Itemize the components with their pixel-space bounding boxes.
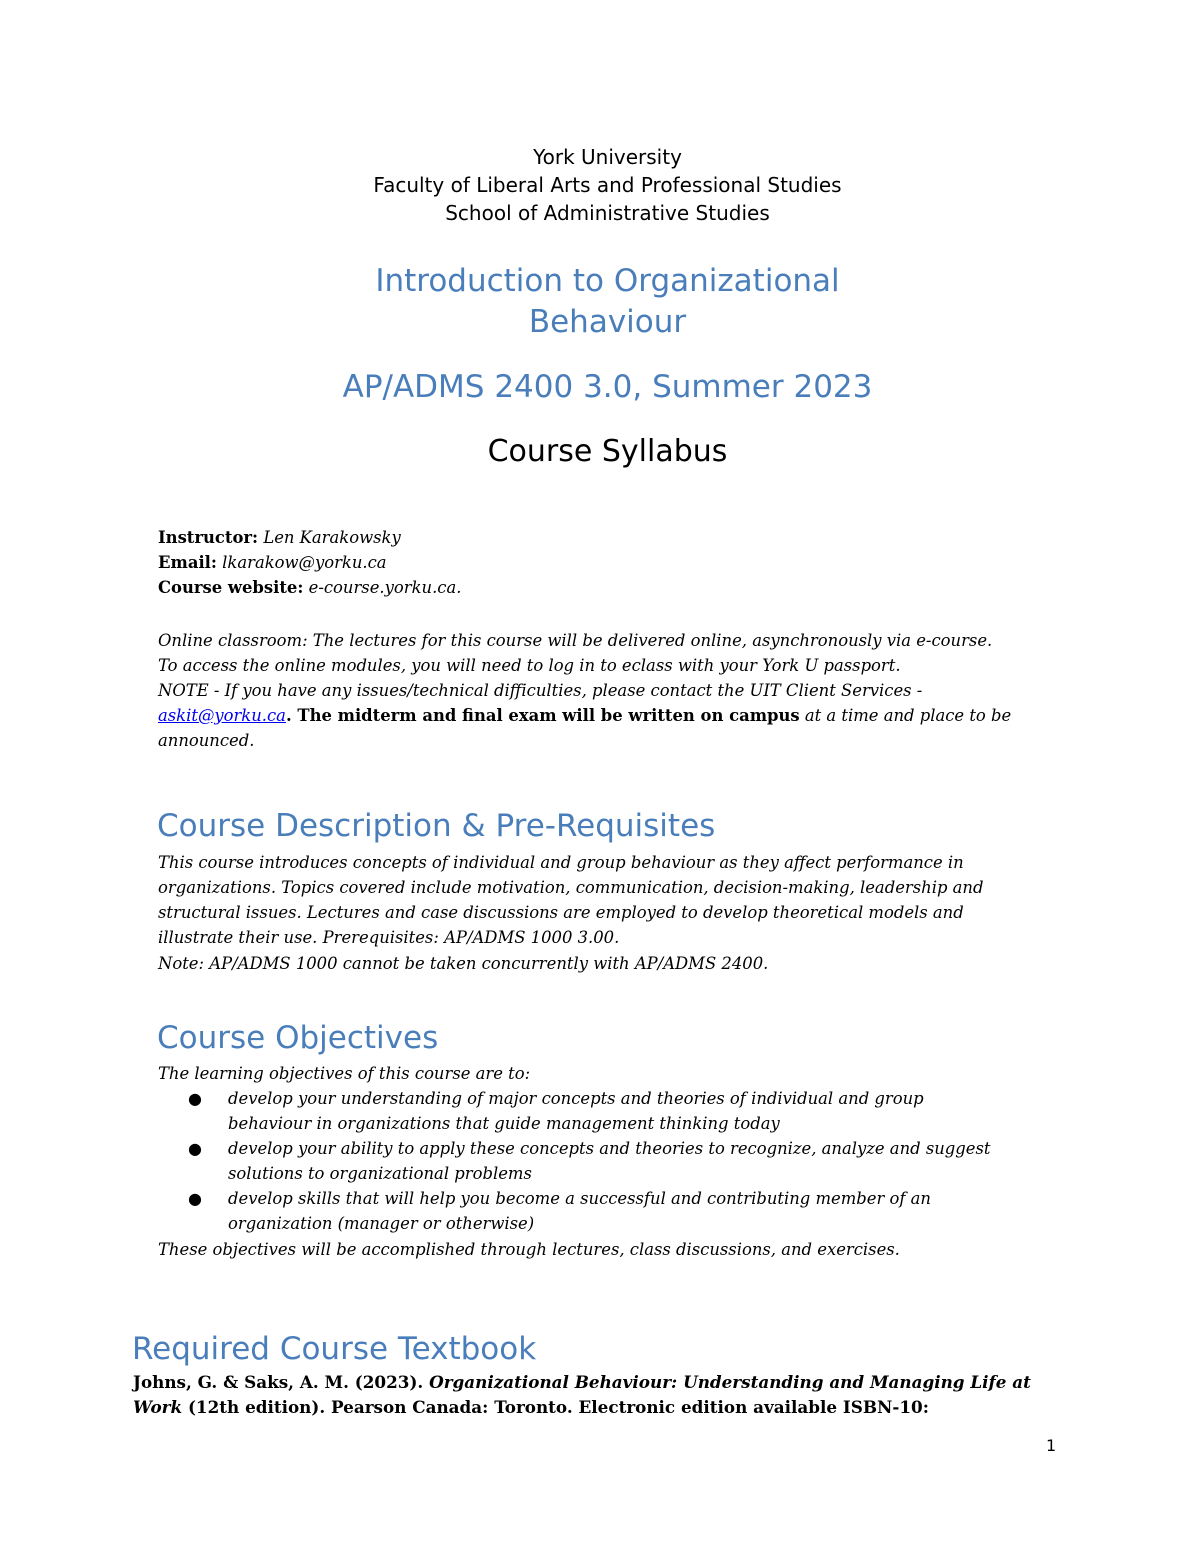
online-classroom-line: Online classroom: The lectures for this course will be delivered online, asynchronously via e-course. <box>158 631 993 650</box>
email-label: Email: <box>158 553 217 572</box>
description-line: This course introduces concepts of individual and group behaviour as they affect performance in <box>158 853 964 872</box>
page-number: 1 <box>1046 1436 1057 1455</box>
instructor-label: Instructor: <box>158 528 259 547</box>
support-email-link[interactable]: askit@yorku.ca <box>158 706 286 725</box>
bullet-icon: ● <box>188 1089 202 1108</box>
bullet-icon: ● <box>188 1139 202 1158</box>
website-value: e-course.yorku.ca. <box>303 578 462 597</box>
instructor-line <box>158 525 1078 550</box>
exam-note-paragraph <box>158 703 1078 754</box>
objective-line: organization (manager or otherwise) <box>228 1214 535 1234</box>
objective-item <box>228 1086 1078 1137</box>
description-line: organizations. Topics covered include motivation, communication, decision-making, leadership and <box>158 878 984 897</box>
objective-line: behaviour in organizations that guide management thinking today <box>228 1114 780 1134</box>
textbook-details: (12th edition). Pearson Canada: Toronto. Electronic edition available ISBN-10: <box>182 1397 929 1418</box>
instructor-name: Len Karakowsky <box>258 528 401 547</box>
textbook-title: Organizational Behaviour: Understanding and Managing Life at <box>429 1372 1031 1392</box>
textbook-title-end: Work <box>133 1397 183 1418</box>
faculty-name: Faculty of Liberal Arts and Professional Studies <box>373 173 842 197</box>
school-name: School of Administrative Studies <box>445 201 770 225</box>
exam-time-note: at a time and place to be announced. <box>158 706 1012 751</box>
email-value: lkarakow@yorku.ca <box>216 553 387 572</box>
objectives-intro: The learning objectives of this course are to: <box>158 1064 531 1083</box>
objective-item <box>228 1186 1078 1237</box>
objective-line: develop your ability to apply these concepts and theories to recognize, analyze and suggest <box>228 1139 991 1158</box>
course-title-line2: Behaviour <box>528 304 687 340</box>
website-label: Course website: <box>158 578 304 597</box>
email-line <box>158 550 1078 575</box>
objectives-closing: These objectives will be accomplished through lectures, class discussions, and exercises. <box>158 1240 900 1259</box>
course-title-line1: Introduction to Organizational <box>375 263 840 299</box>
exam-location-note: . The midterm and final exam will be written on campus <box>285 706 800 725</box>
course-code: AP/ADMS 2400 3.0, Summer 2023 <box>342 369 873 405</box>
prerequisites-line: illustrate their use. Prerequisites: AP/ADMS 1000 3.00. <box>158 928 620 947</box>
textbook-heading: Required Course Textbook <box>132 1331 537 1367</box>
description-heading: Course Description & Pre-Requisites <box>157 808 716 844</box>
online-access-line: To access the online modules, you will need to log in to eclass with your York U passport. <box>158 656 901 675</box>
description-line: structural issues. Lectures and case discussions are employed to develop theoretical models and <box>158 903 964 922</box>
textbook-authors: Johns, G. & Saks, A. M. (2023). <box>133 1372 430 1392</box>
objective-line: develop skills that will help you become a successful and contributing member of an <box>228 1189 931 1208</box>
online-note-line: NOTE - If you have any issues/technical difficulties, please contact the UIT Client Services - <box>158 681 923 700</box>
objective-line: develop your understanding of major concepts and theories of individual and group <box>228 1089 924 1108</box>
bullet-icon: ● <box>188 1189 202 1208</box>
document-type: Course Syllabus <box>487 434 728 469</box>
objective-line: solutions to organizational problems <box>228 1164 532 1184</box>
website-line <box>158 575 1078 600</box>
textbook-citation <box>133 1370 1083 1421</box>
objectives-heading: Course Objectives <box>157 1020 439 1056</box>
concurrency-note: Note: AP/ADMS 1000 cannot be taken concurrently with AP/ADMS 2400. <box>158 954 769 973</box>
university-name: York University <box>533 145 682 169</box>
objective-item <box>228 1136 1078 1187</box>
